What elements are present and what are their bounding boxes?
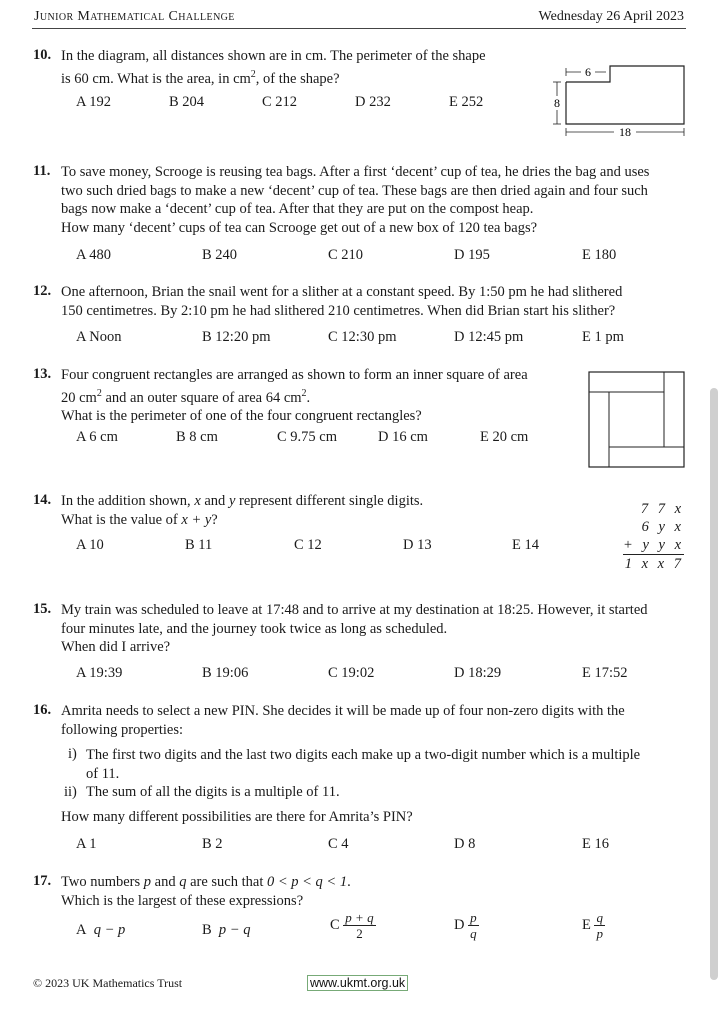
question-prompt: How many different possibilities are there for Amrita’s PIN? <box>61 809 413 825</box>
option-e: E 252 <box>449 94 484 110</box>
option-c: C 9.75 cm <box>277 429 338 445</box>
addend-3: + y y x <box>623 537 684 553</box>
question-number: 15. <box>33 601 52 617</box>
question-number: 13. <box>33 366 52 382</box>
option-b: B 2 <box>202 836 223 852</box>
question-text: In the diagram, all distances shown are in cm. The perimeter of the shape is 60 cm. What is the area, in $cm^2$, of the shape? <box>61 48 486 87</box>
option-d: D 16 cm <box>378 429 428 445</box>
option-e: E 17:52 <box>582 665 628 681</box>
option-a: A 480 <box>76 247 112 263</box>
addend-1: 7 7 x <box>640 501 684 517</box>
scrollbar[interactable] <box>710 388 718 980</box>
option-c: C 12:30 pm <box>328 329 397 345</box>
question-text: Four congruent rectangles are arranged as shown to form an inner square of area 20 $cm^2$ and an outer square of area 64 $cm^2$. What is the perimeter of one of the four congruent rectangles? <box>61 367 528 424</box>
option-a: A 6 cm <box>76 429 118 445</box>
option-a: A 192 <box>76 94 112 110</box>
question-text: My train was scheduled to leave at 17:48 and to arrive at my destination at 18:25. However, it started four minutes late, and the journey took twice as long as scheduled. When did I arrive? <box>61 602 648 655</box>
option-a: A 1 <box>76 836 97 852</box>
list-item: The first two digits and the last two digits each make up a two-digit number which is a multiple of 11. <box>86 747 641 782</box>
question-text: To save money, Scrooge is reusing tea bags. After a first ‘decent’ cup of tea, he dries the bag and uses two such dried bags to make a new ‘decent’ cup of tea. These bags are then dried again and four such bags now make a ‘decent’ cup of tea. After that they are put on the compost heap. How many ‘decent’ cups of tea can Scrooge get out of a new box of 120 tea bags? <box>61 164 650 236</box>
question-number: 14. <box>33 492 52 508</box>
page-header-title: Junior Mathematical Challenge <box>34 9 235 24</box>
addend-2: 6 y x <box>641 519 684 535</box>
question-text: In the addition shown, x and y represent different single digits. What is the value of x + y? <box>61 493 424 528</box>
option-a: A q − p <box>76 922 126 938</box>
question-number: 17. <box>33 873 52 889</box>
option-d: D 195 <box>454 247 490 263</box>
option-a: A Noon <box>76 329 122 345</box>
option-c: C 212 <box>262 94 298 110</box>
question-number: 12. <box>33 283 52 299</box>
option-d: D $\frac{p}{q}$ <box>454 910 477 941</box>
option-e: E 14 <box>512 537 539 553</box>
question-number: 10. <box>33 47 52 63</box>
list-item: The sum of all the digits is a multiple of 11. <box>86 784 340 800</box>
option-b: B 12:20 pm <box>202 329 271 345</box>
option-d: D 12:45 pm <box>454 329 524 345</box>
rectangles-diagram <box>588 371 686 469</box>
fraction: $\frac{p}{q}$ <box>470 910 477 941</box>
option-b: B 240 <box>202 247 238 263</box>
option-e: E 16 <box>582 836 609 852</box>
option-e: E 180 <box>582 247 617 263</box>
option-d: D 18:29 <box>454 665 502 681</box>
option-a: A 19:39 <box>76 665 123 681</box>
option-d: D 13 <box>403 537 432 553</box>
fraction: $\frac{q}{p}$ <box>596 910 603 941</box>
option-c: C 12 <box>294 537 322 553</box>
option-d: D 8 <box>454 836 476 852</box>
option-c: C 19:02 <box>328 665 375 681</box>
option-b: B 204 <box>169 94 205 110</box>
option-e: E 20 cm <box>480 429 529 445</box>
footer-copyright: © 2023 UK Mathematics Trust <box>33 976 183 990</box>
option-d: D 232 <box>355 94 391 110</box>
question-text: Amrita needs to select a new PIN. She decides it will be made up of four non-zero digits with the following properties: <box>61 703 625 738</box>
list-item-label: i) <box>68 746 77 762</box>
fraction: $\frac{p + q}{2}$ <box>345 910 374 941</box>
question-number: 16. <box>33 702 52 718</box>
diagram-label-bottom: 18 <box>619 125 631 139</box>
question-number: 11. <box>33 163 51 179</box>
option-e: E $\frac{q}{p}$ <box>582 910 603 941</box>
diagram-label-side: 8 <box>554 96 560 110</box>
option-b: B 11 <box>185 537 213 553</box>
addition-sum <box>623 500 684 573</box>
option-b: B 8 cm <box>176 429 218 445</box>
page-header-date: Wednesday 26 April 2023 <box>538 9 684 24</box>
option-c: C 210 <box>328 247 364 263</box>
option-b: B p − q <box>202 922 251 938</box>
option-a: A 10 <box>76 537 104 553</box>
list-item-label: ii) <box>64 784 77 800</box>
option-c: C 4 <box>328 836 349 852</box>
question-text: One afternoon, Brian the snail went for a slither at a constant speed. By 1:50 pm he had slithered 150 centimetres. By 2:10 pm he had slithered 210 centimetres. When did Brian start his slither? <box>61 284 623 319</box>
question-text: Two numbers p and q are such that 0 < p < q < 1. Which is the largest of these expressions? <box>61 874 351 909</box>
diagram-label-top: 6 <box>585 65 591 79</box>
option-e: E 1 pm <box>582 329 624 345</box>
shape-diagram <box>548 60 688 144</box>
header-rule <box>32 28 686 29</box>
footer-url-link[interactable]: www.ukmt.org.uk <box>307 975 408 991</box>
option-c: C $\frac{p + q}{2}$ <box>330 910 374 941</box>
addition-result: 1 x x 7 <box>624 556 684 572</box>
option-b: B 19:06 <box>202 665 249 681</box>
